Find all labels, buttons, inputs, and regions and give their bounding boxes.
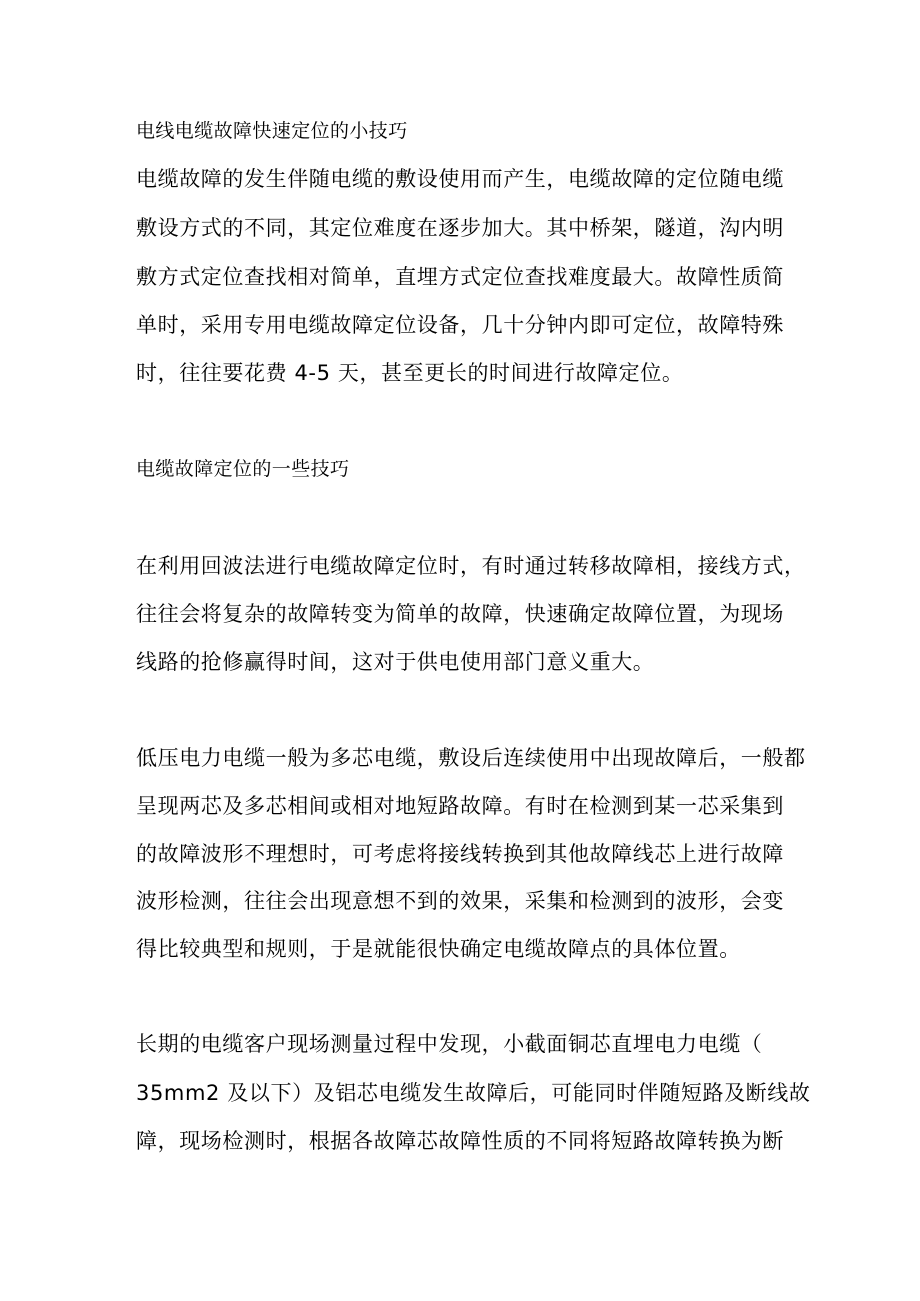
intro-line: 电缆故障的发生伴随电缆的敷设使用而产生，电缆故障的定位随电缆 <box>136 167 784 191</box>
paragraph-line: 长期的电缆客户现场测量过程中发现，小截面铜芯直埋电力电缆（ <box>136 1032 763 1056</box>
paragraph-line: 呈现两芯及多芯相间或相对地短路故障。有时在检测到某一芯采集到 <box>136 794 784 818</box>
paragraph-line: 在利用回波法进行电缆故障定位时，有时通过转移故障相，接线方式， <box>136 554 806 578</box>
paragraph-line: 35mm2 及以下）及铝芯电缆发生故障后，可能同时伴随短路及断线故 <box>136 1081 811 1105</box>
section-heading: 电缆故障定位的一些技巧 <box>136 458 350 480</box>
intro-line: 单时，采用专用电缆故障定位设备，几十分钟内即可定位，故障特殊 <box>136 313 784 337</box>
intro-line: 敷设方式的不同，其定位难度在逐步加大。其中桥架，隧道，沟内明 <box>136 216 784 240</box>
paragraph-line: 低压电力电缆一般为多芯电缆，敷设后连续使用中出现故障后，一般都 <box>136 746 806 770</box>
paragraph-line: 线路的抢修赢得时间，这对于供电使用部门意义重大。 <box>136 650 655 674</box>
intro-line: 敷方式定位查找相对简单，直埋方式定位查找难度最大。故障性质简 <box>136 265 784 289</box>
document-title: 电线电缆故障快速定位的小技巧 <box>136 120 408 142</box>
paragraph-line: 得比较典型和规则，于是就能很快确定电缆故障点的具体位置。 <box>136 937 741 961</box>
paragraph-line: 往往会将复杂的故障转变为简单的故障，快速确定故障位置，为现场 <box>136 602 784 626</box>
paragraph-line: 波形检测，往往会出现意想不到的效果，采集和检测到的波形，会变 <box>136 889 784 913</box>
paragraph-line: 的故障波形不理想时，可考虑将接线转换到其他故障线芯上进行故障 <box>136 842 784 866</box>
paragraph-line: 障，现场检测时，根据各故障芯故障性质的不同将短路故障转换为断 <box>136 1129 784 1153</box>
intro-line: 时，往往要花费 4-5 天，甚至更长的时间进行故障定位。 <box>136 361 684 385</box>
